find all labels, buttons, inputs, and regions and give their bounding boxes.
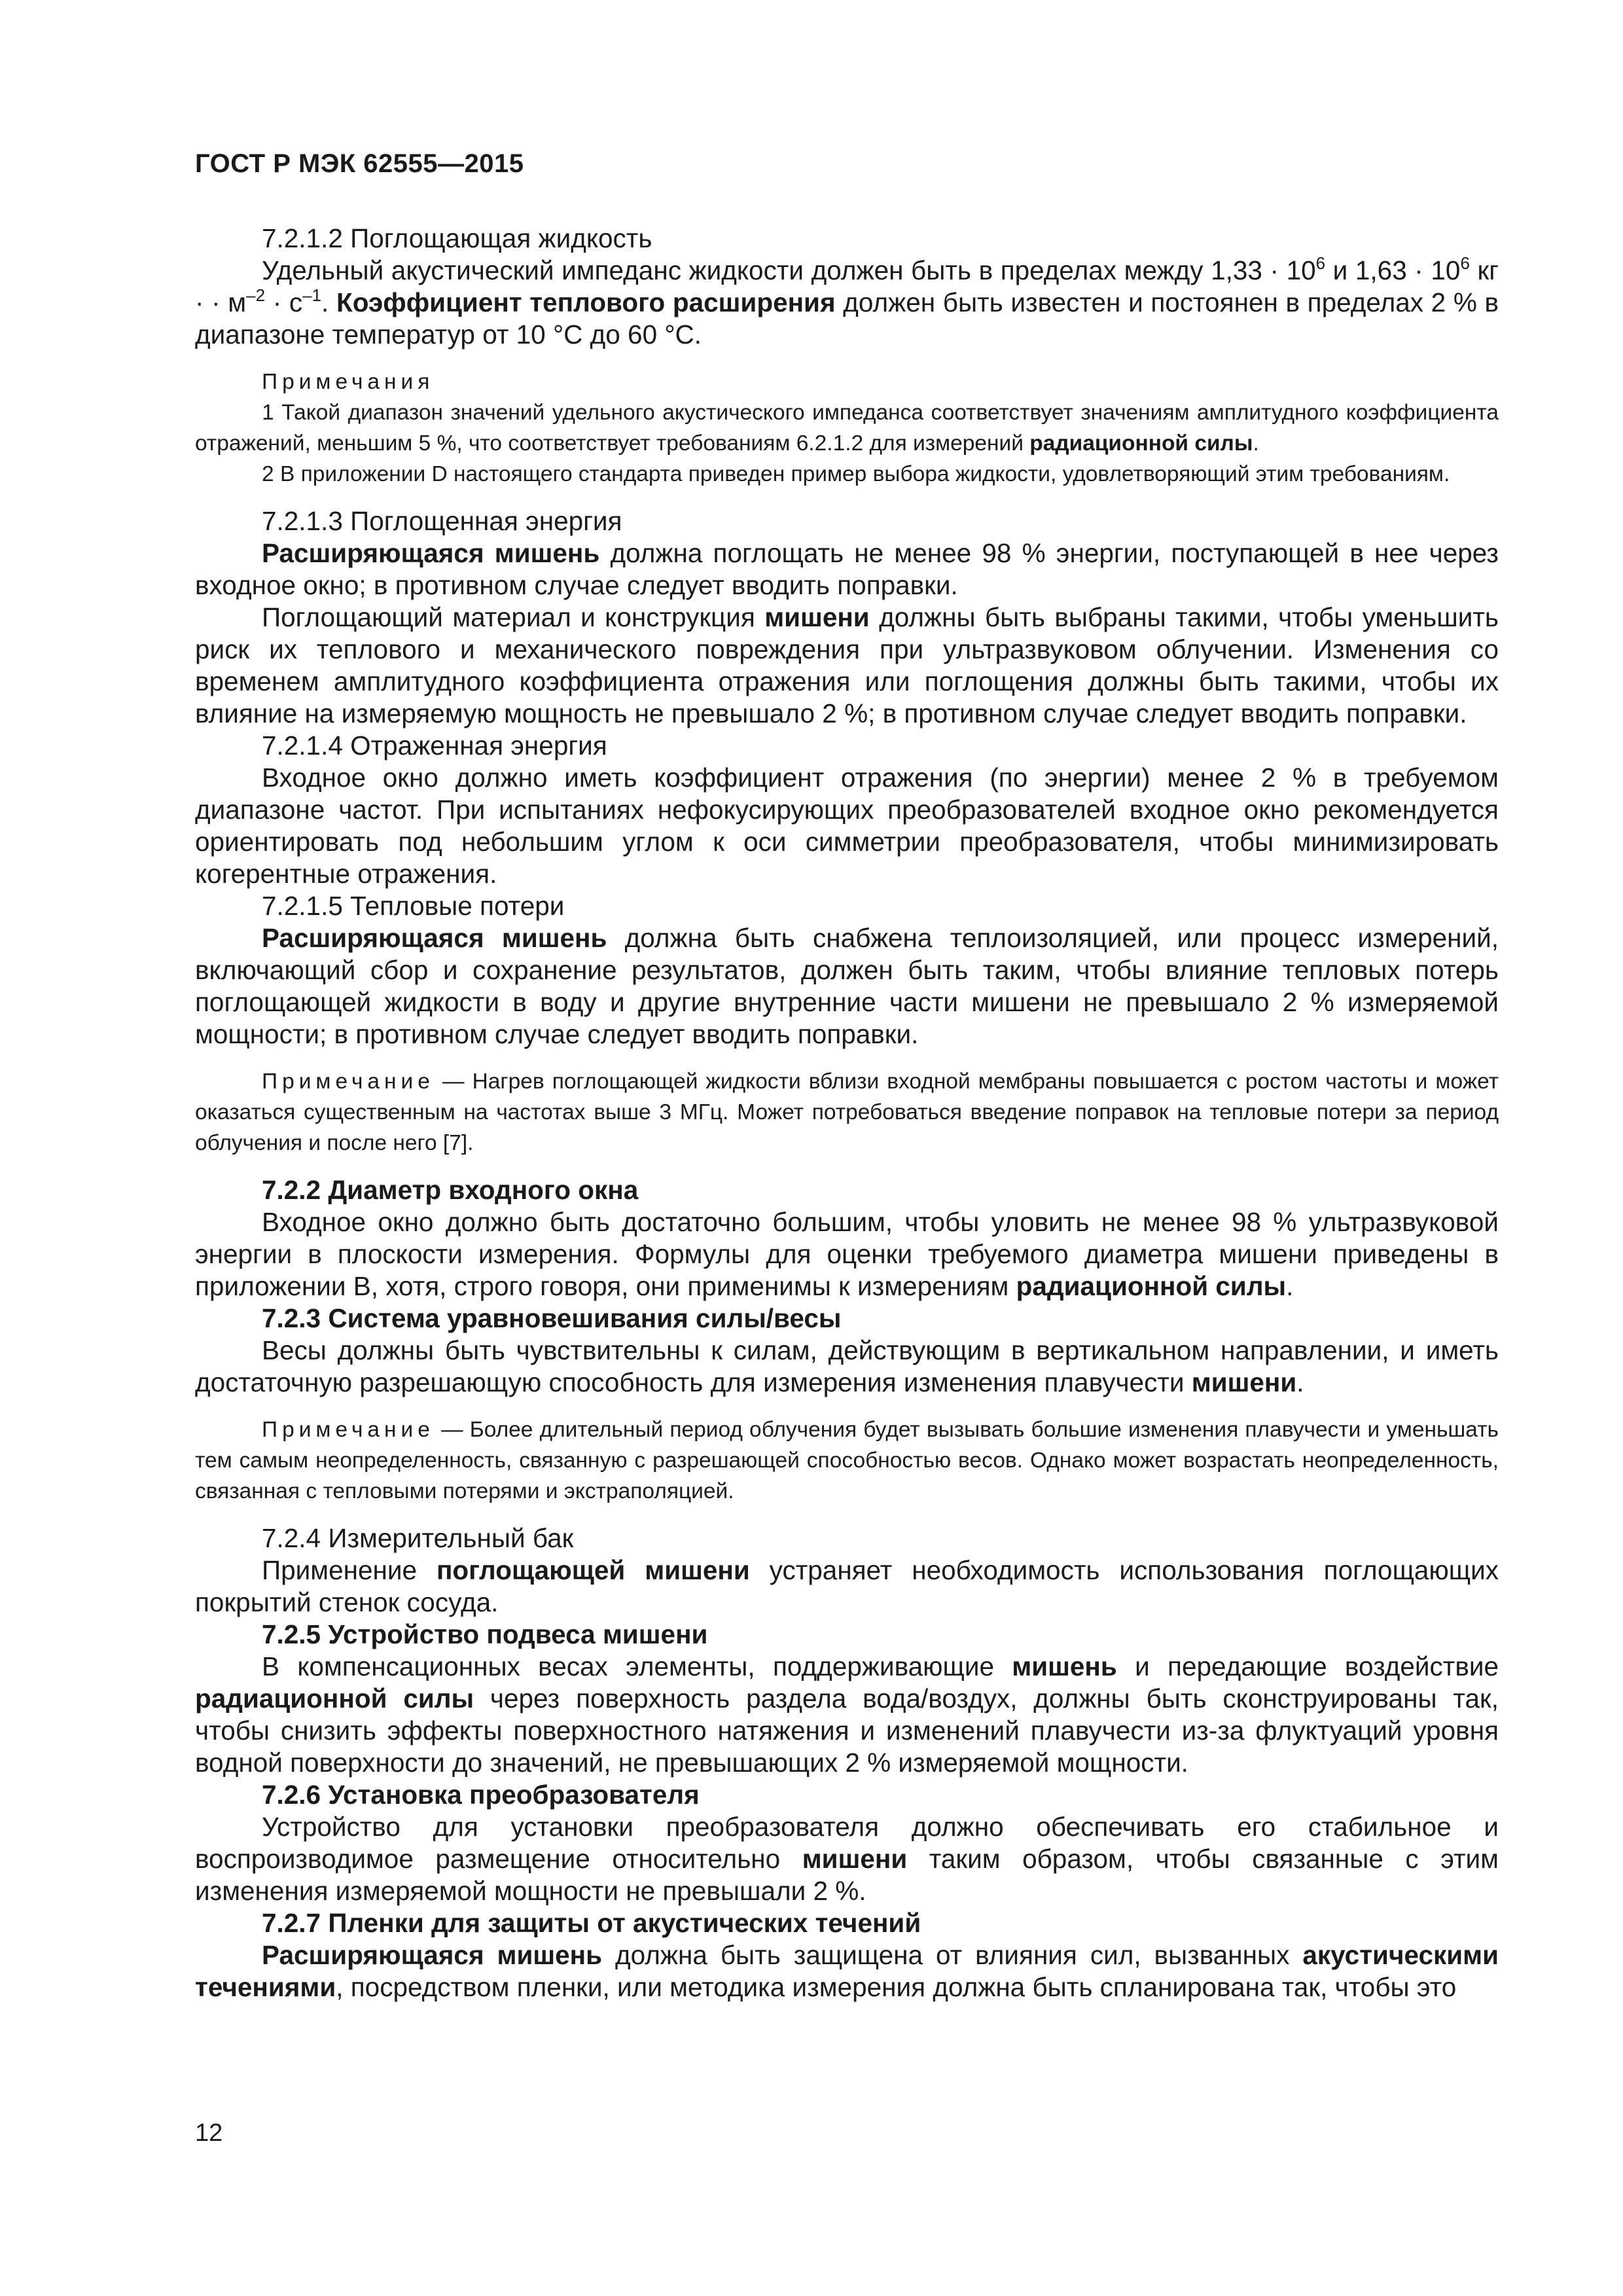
- heading-7-2-1-3: 7.2.1.3 Поглощенная энергия: [262, 506, 622, 536]
- paragraph-7-2-7: Расширяющаяся мишень должна быть защищена от влияния сил, вызванных акустическими течениями, посредством пленки, или методика измерения должна быть спланирована так, чтобы это: [195, 1940, 1499, 2002]
- notes-heading: Примечания: [262, 370, 435, 394]
- paragraph-7-2-6: Устройство для установки преобразователя должно обеспечивать его стабильное и воспроизводимое размещение относительно мишени таким образом, чтобы связанные с этим изменения измеряемой мощности не превышали 2 %.: [195, 1812, 1499, 1906]
- heading-7-2-6: 7.2.6 Установка преобразователя: [262, 1780, 700, 1810]
- paragraph-7-2-3: Весы должны быть чувствительны к силам, действующим в вертикальном направлении, и иметь достаточную разрешающую способность для измерения изменения плавучести мишени.: [195, 1335, 1499, 1397]
- note-7-2-1-5: Примечание — Нагрев поглощающей жидкости вблизи входной мембраны повышается с ростом частоты и может оказаться существенным на частотах выше 3 МГц. Может потребоваться введение поправок на тепловые потери за период облучения и после него [7].: [195, 1069, 1499, 1155]
- heading-7-2-3: 7.2.3 Система уравновешивания силы/весы: [262, 1303, 842, 1333]
- heading-7-2-1-5: 7.2.1.5 Тепловые потери: [262, 891, 565, 921]
- heading-7-2-2: 7.2.2 Диаметр входного окна: [262, 1175, 639, 1205]
- paragraph-7-2-2: Входное окно должно быть достаточно большим, чтобы уловить не менее 98 % ультразвуковой энергии в плоскости измерения. Формулы для оценки требуемого диаметра мишени приведены в приложении B, хотя, строго говоря, они применимы к измерениям радиационной силы.: [195, 1207, 1499, 1301]
- paragraph-7-2-4: Применение поглощающей мишени устраняет необходимость использования поглощающих покрытий стенок сосуда.: [195, 1555, 1499, 1617]
- paragraph-7-2-1-3-b: Поглощающий материал и конструкция мишени должны быть выбраны такими, чтобы уменьшить риск их теплового и механического повреждения при ультразвуковом облучении. Изменения со временем амплитудного коэффициента отражения или поглощения должны быть такими, чтобы их влияние на измеряемую мощность не превышало 2 %; в противном случае следует вводить поправки.: [195, 602, 1499, 728]
- note-2: 2 В приложении D настоящего стандарта приведен пример выбора жидкости, удовлетворяющий этим требованиям.: [262, 462, 1450, 486]
- paragraph-7-2-1-2: Удельный акустический импеданс жидкости должен быть в пределах между $1,33 \cdot 10^6$ и $1,63 \cdot 10^6$ кг · · $м^{-2} \cdot с^{-1}$. Коэффициент теплового расширения должен быть известен и постоянен в пределах 2 % в диапазоне температур от 10 °C до 60 °C.: [195, 253, 1499, 350]
- note-1: 1 Такой диапазон значений удельного акустического импеданса соответствует значениям амплитудного коэффициента отражений, меньшим 5 %, что соответствует требованиям 6.2.1.2 для измерений радиационной силы.: [195, 401, 1499, 456]
- heading-7-2-4: 7.2.4 Измерительный бак: [262, 1523, 574, 1553]
- paragraph-7-2-5: В компенсационных весах элементы, поддерживающие мишень и передающие воздействие радиационной силы через поверхность раздела вода/воздух, должны быть сконструированы так, чтобы снизить эффекты поверхностного натяжения и изменений плавучести из-за флуктуаций уровня водной поверхности до значений, не превышающих 2 % измеряемой мощности.: [195, 1651, 1499, 1778]
- paragraph-7-2-1-5: Расширяющаяся мишень должна быть снабжена теплоизоляцией, или процесс измерений, включающий сбор и сохранение результатов, должен быть таким, чтобы влияние тепловых потерь поглощающей жидкости в воду и другие внутренние части мишени не превышало 2 % измеряемой мощности; в противном случае следует вводить поправки.: [195, 923, 1499, 1049]
- paragraph-7-2-1-4: Входное окно должно иметь коэффициент отражения (по энергии) менее 2 % в требуемом диапазоне частот. При испытаниях нефокусирующих преобразователей входное окно рекомендуется ориентировать под небольшим углом к оси симметрии преобразователя, чтобы минимизировать когерентные отражения.: [195, 762, 1499, 889]
- document-body: [195, 223, 1499, 2003]
- heading-7-2-5: 7.2.5 Устройство подвеса мишени: [262, 1619, 708, 1649]
- heading-7-2-1-2: 7.2.1.2 Поглощающая жидкость: [262, 223, 652, 253]
- heading-7-2-7: 7.2.7 Пленки для защиты от акустических течений: [262, 1908, 921, 1938]
- paragraph-7-2-1-3-a: Расширяющаяся мишень должна поглощать не менее 98 % энергии, поступающей в нее через входное окно; в противном случае следует вводить поправки.: [195, 538, 1499, 600]
- note-7-2-3: Примечание — Более длительный период облучения будет вызывать большие изменения плавучести и уменьшать тем самым неопределенность, связанную с разрешающей способностью весов. Однако может возрастать неопределенность, связанная с тепловыми потерями и экстраполяцией.: [195, 1418, 1499, 1503]
- document-code: ГОСТ Р МЭК 62555—2015: [195, 149, 524, 178]
- heading-7-2-1-4: 7.2.1.4 Отраженная энергия: [262, 730, 607, 761]
- page-number: 12: [195, 2119, 223, 2147]
